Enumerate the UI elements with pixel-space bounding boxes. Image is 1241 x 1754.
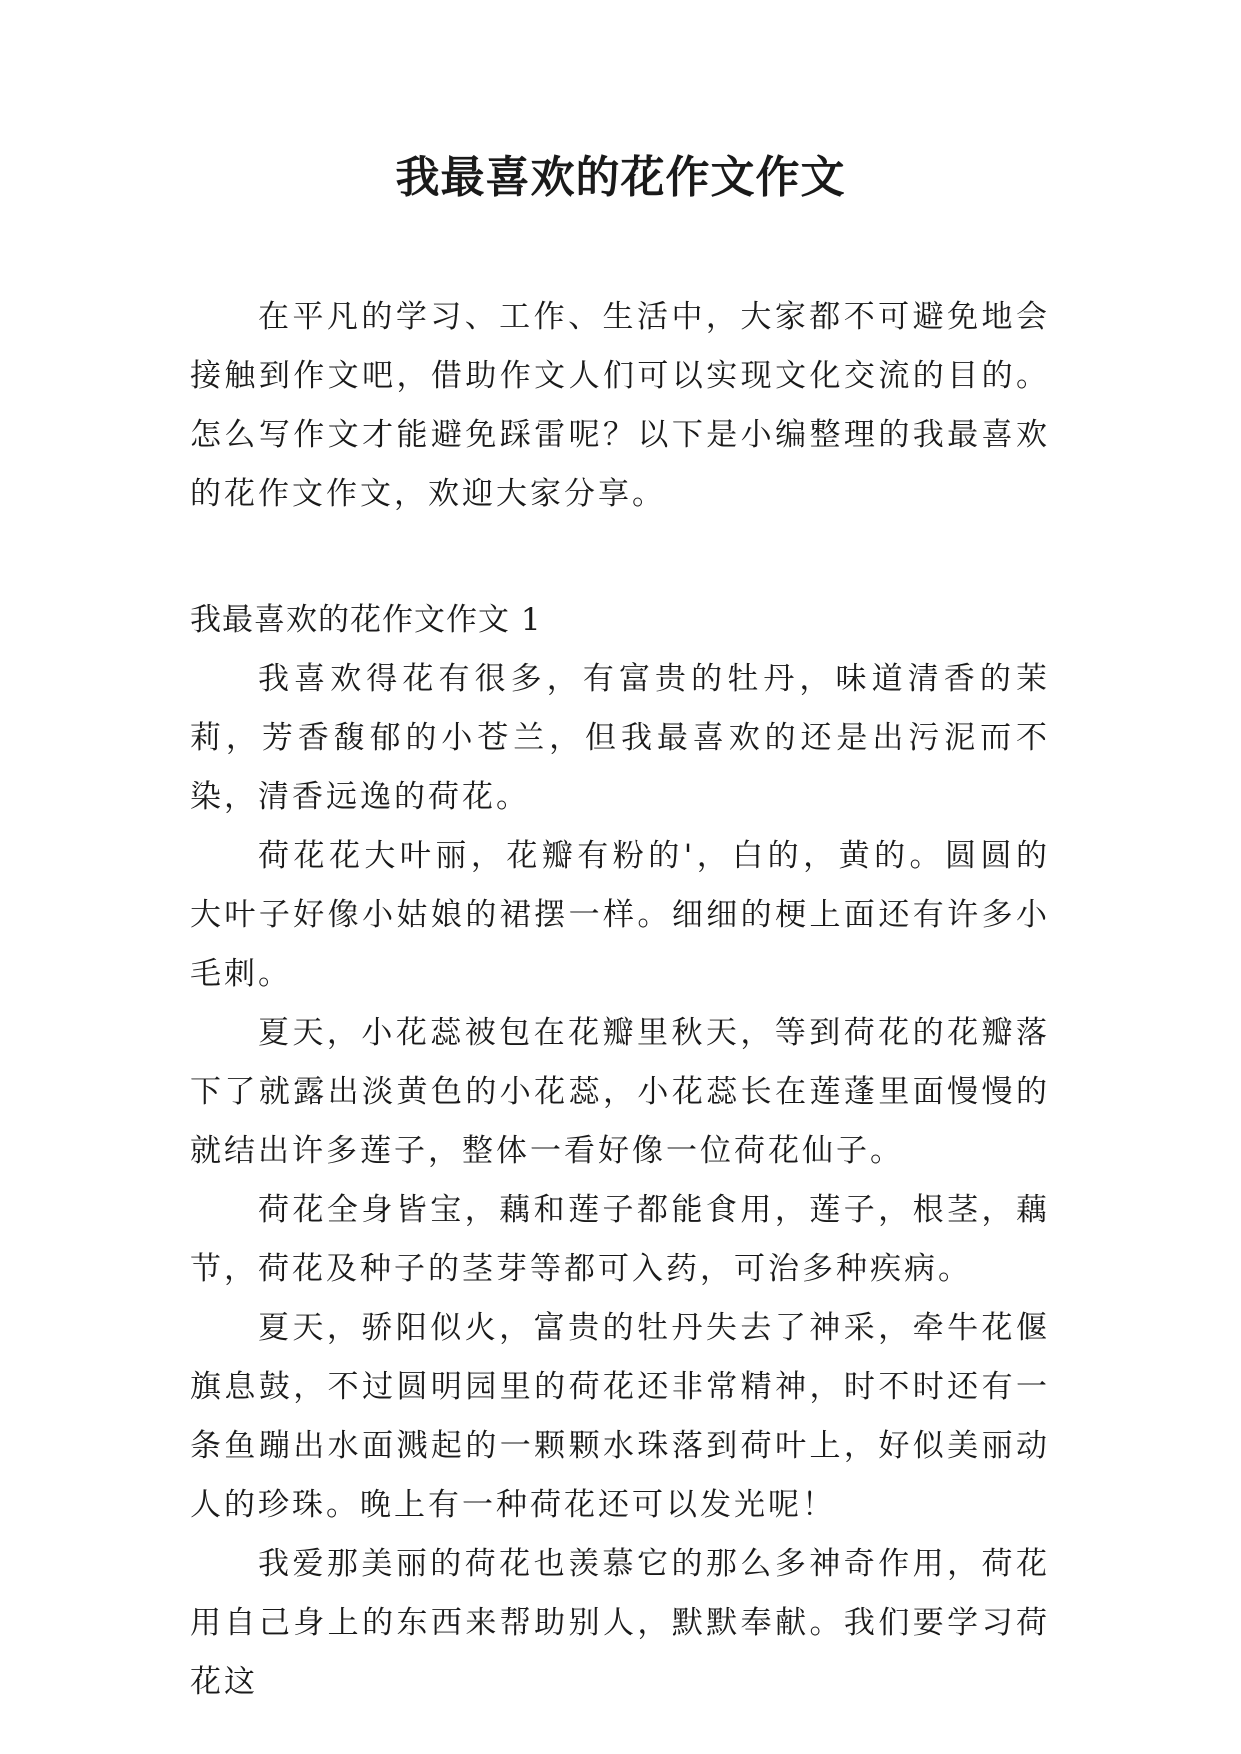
- paragraph: 夏天，骄阳似火，富贵的牡丹失去了神采，牵牛花偃旗息鼓，不过圆明园里的荷花还非常精神，时不时还有一条鱼蹦出水面溅起的一颗颗水珠落到荷叶上，好似美丽动人的珍珠。晚上有一种荷花还可以发光呢！: [190, 1310, 1050, 1523]
- document-title: 我最喜欢的花作文作文: [395, 152, 846, 203]
- intro-paragraph: 在平凡的学习、工作、生活中，大家都不可避免地会接触到作文吧，借助作文人们可以实现文化交流的目的。怎么写作文才能避免踩雷呢？以下是小编整理的我最喜欢的花作文作文，欢迎大家分享。: [190, 299, 1050, 512]
- paragraph: 我爱那美丽的荷花也羡慕它的那么多神奇作用，荷花用自己身上的东西来帮助别人，默默奉献。我们要学习荷花这: [190, 1546, 1050, 1700]
- paragraph: 荷花全身皆宝，藕和莲子都能食用，莲子，根茎，藕节，荷花及种子的茎芽等都可入药，可治多种疾病。: [190, 1192, 1050, 1287]
- essay-section: [190, 591, 1050, 1712]
- document-body: [190, 288, 1050, 1712]
- paragraph: 荷花花大叶丽，花瓣有粉的'，白的，黄的。圆圆的大叶子好像小姑娘的裙摆一样。细细的梗上面还有许多小毛刺。: [190, 838, 1050, 992]
- paragraph: 夏天，小花蕊被包在花瓣里秋天，等到荷花的花瓣落下了就露出淡黄色的小花蕊，小花蕊长在莲蓬里面慢慢的就结出许多莲子，整体一看好像一位荷花仙子。: [190, 1015, 1050, 1169]
- section-heading: 我最喜欢的花作文作文 1: [190, 602, 542, 638]
- paragraph: 我喜欢得花有很多，有富贵的牡丹，味道清香的茉莉，芳香馥郁的小苍兰，但我最喜欢的还是出污泥而不染，清香远逸的荷花。: [190, 661, 1050, 815]
